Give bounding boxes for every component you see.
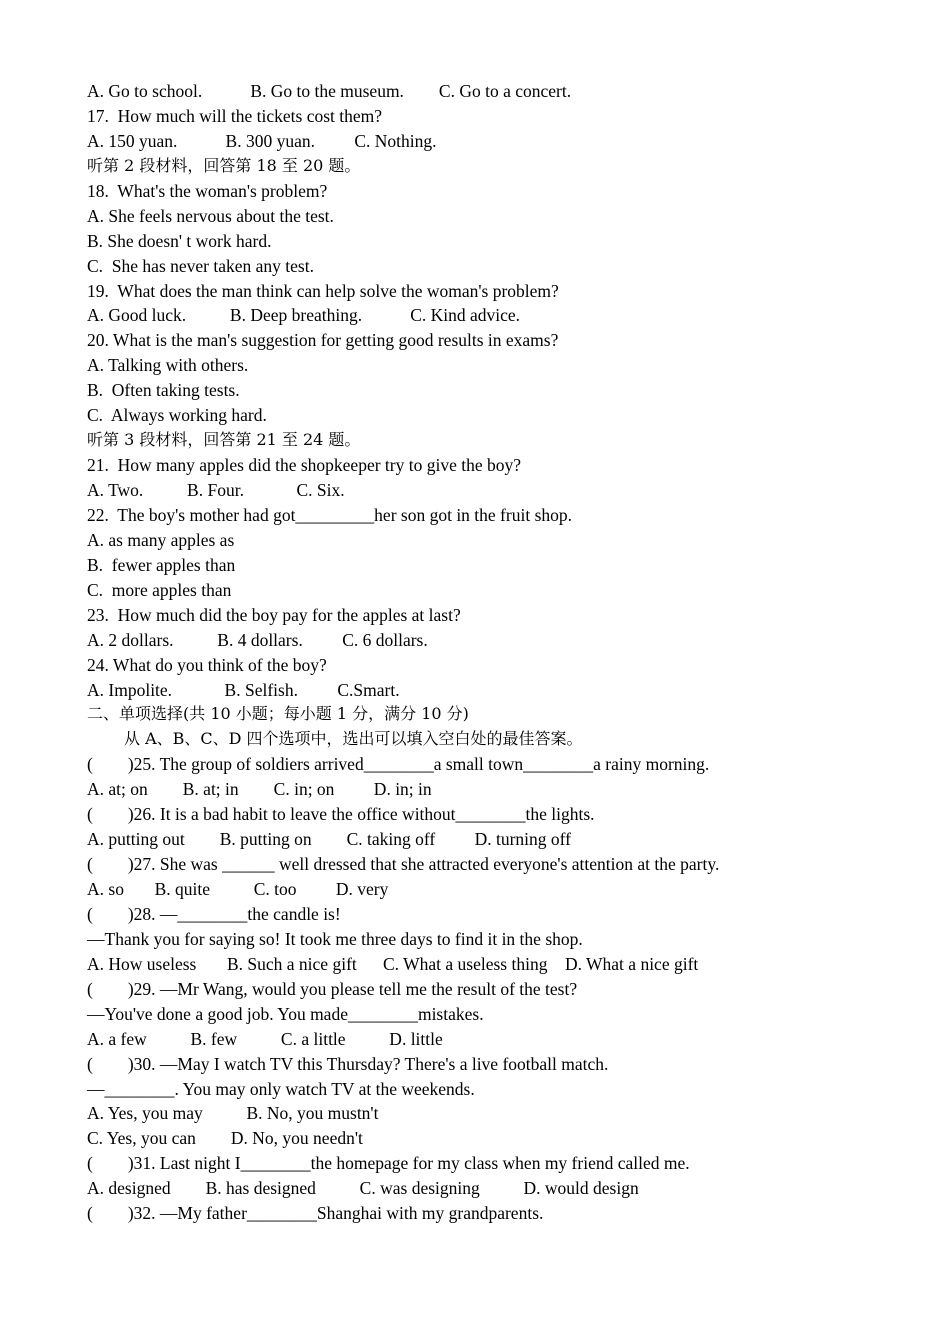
question-31: ( )31. Last night I________the homepage for my class when my friend called me. — [87, 1153, 690, 1174]
option-line: A. She feels nervous about the test. — [87, 205, 334, 226]
option-line: B. fewer apples than — [87, 554, 236, 575]
options-line: A. Go to school. B. Go to the museum. C. Go to a concert. — [87, 81, 572, 101]
options-line: A. at; on B. at; in C. in; on D. in; in — [87, 779, 432, 800]
question-25: ( )25. The group of soldiers arrived________a small town________a rainy morning. — [87, 754, 710, 775]
options-line: A. designed B. has designed C. was designing D. would design — [87, 1178, 639, 1199]
options-line: C. Yes, you can D. No, you needn't — [87, 1128, 363, 1149]
option-line: A. as many apples as — [87, 529, 235, 550]
option-line: C. She has never taken any test. — [87, 255, 314, 276]
options-line: A. Two. B. Four. C. Six. — [87, 480, 345, 500]
question-27: ( )27. She was ______ well dressed that she attracted everyone's attention at the party. — [87, 854, 720, 875]
section-instruction: 从 A、B、C、D 四个选项中，选出可以填入空白处的最佳答案。 — [124, 729, 583, 749]
dialogue-line: —Thank you for saying so! It took me three days to find it in the shop. — [87, 928, 583, 949]
dialogue-line: —________. You may only watch TV at the weekends. — [87, 1078, 475, 1099]
options-line: A. putting out B. putting on C. taking off D. turning off — [87, 829, 572, 850]
section-heading: 听第 2 段材料，回答第 18 至 20 题。 — [87, 155, 361, 175]
question-26: ( )26. It is a bad habit to leave the office without________the lights. — [87, 804, 595, 825]
question-23: 23. How much did the boy pay for the apples at last? — [87, 604, 461, 625]
question-18: 18. What's the woman's problem? — [87, 180, 328, 201]
section-heading: 听第 3 段材料，回答第 21 至 24 题。 — [87, 430, 361, 450]
question-32: ( )32. —My father________Shanghai with my grandparents. — [87, 1203, 544, 1224]
option-line: C. Always working hard. — [87, 405, 267, 426]
question-29: ( )29. —Mr Wang, would you please tell me the result of the test? — [87, 978, 578, 999]
options-line: A. Yes, you may B. No, you mustn't — [87, 1103, 379, 1124]
question-22: 22. The boy's mother had got_________her son got in the fruit shop. — [87, 504, 573, 525]
option-line: B. She doesn' t work hard. — [87, 230, 272, 251]
exam-page — [87, 79, 907, 1226]
options-line: A. Good luck. B. Deep breathing. C. Kind advice. — [87, 305, 521, 326]
question-20: 20. What is the man's suggestion for getting good results in exams? — [87, 330, 559, 351]
option-line: B. Often taking tests. — [87, 380, 240, 401]
section-heading: 二、单项选择(共 10 小题；每小题 1 分，满分 10 分) — [87, 704, 469, 724]
option-line: C. more apples than — [87, 579, 232, 600]
options-line: A. a few B. few C. a little D. little — [87, 1028, 443, 1049]
options-line: A. 150 yuan. B. 300 yuan. C. Nothing. — [87, 130, 437, 151]
question-17: 17. How much will the tickets cost them? — [87, 105, 383, 126]
options-line: A. Impolite. B. Selfish. C.Smart. — [87, 679, 400, 700]
options-line: A. so B. quite C. too D. very — [87, 879, 389, 899]
question-24: 24. What do you think of the boy? — [87, 654, 327, 675]
question-19: 19. What does the man think can help solve the woman's problem? — [87, 280, 559, 301]
question-21: 21. How many apples did the shopkeeper try to give the boy? — [87, 455, 521, 476]
options-line: A. How useless B. Such a nice gift C. What a useless thing D. What a nice gift — [87, 953, 699, 974]
question-28: ( )28. —________the candle is! — [87, 903, 341, 924]
question-30: ( )30. —May I watch TV this Thursday? There's a live football match. — [87, 1053, 609, 1074]
options-line: A. 2 dollars. B. 4 dollars. C. 6 dollars. — [87, 629, 428, 650]
option-line: A. Talking with others. — [87, 355, 249, 376]
dialogue-line: —You've done a good job. You made________mistakes. — [87, 1003, 484, 1024]
